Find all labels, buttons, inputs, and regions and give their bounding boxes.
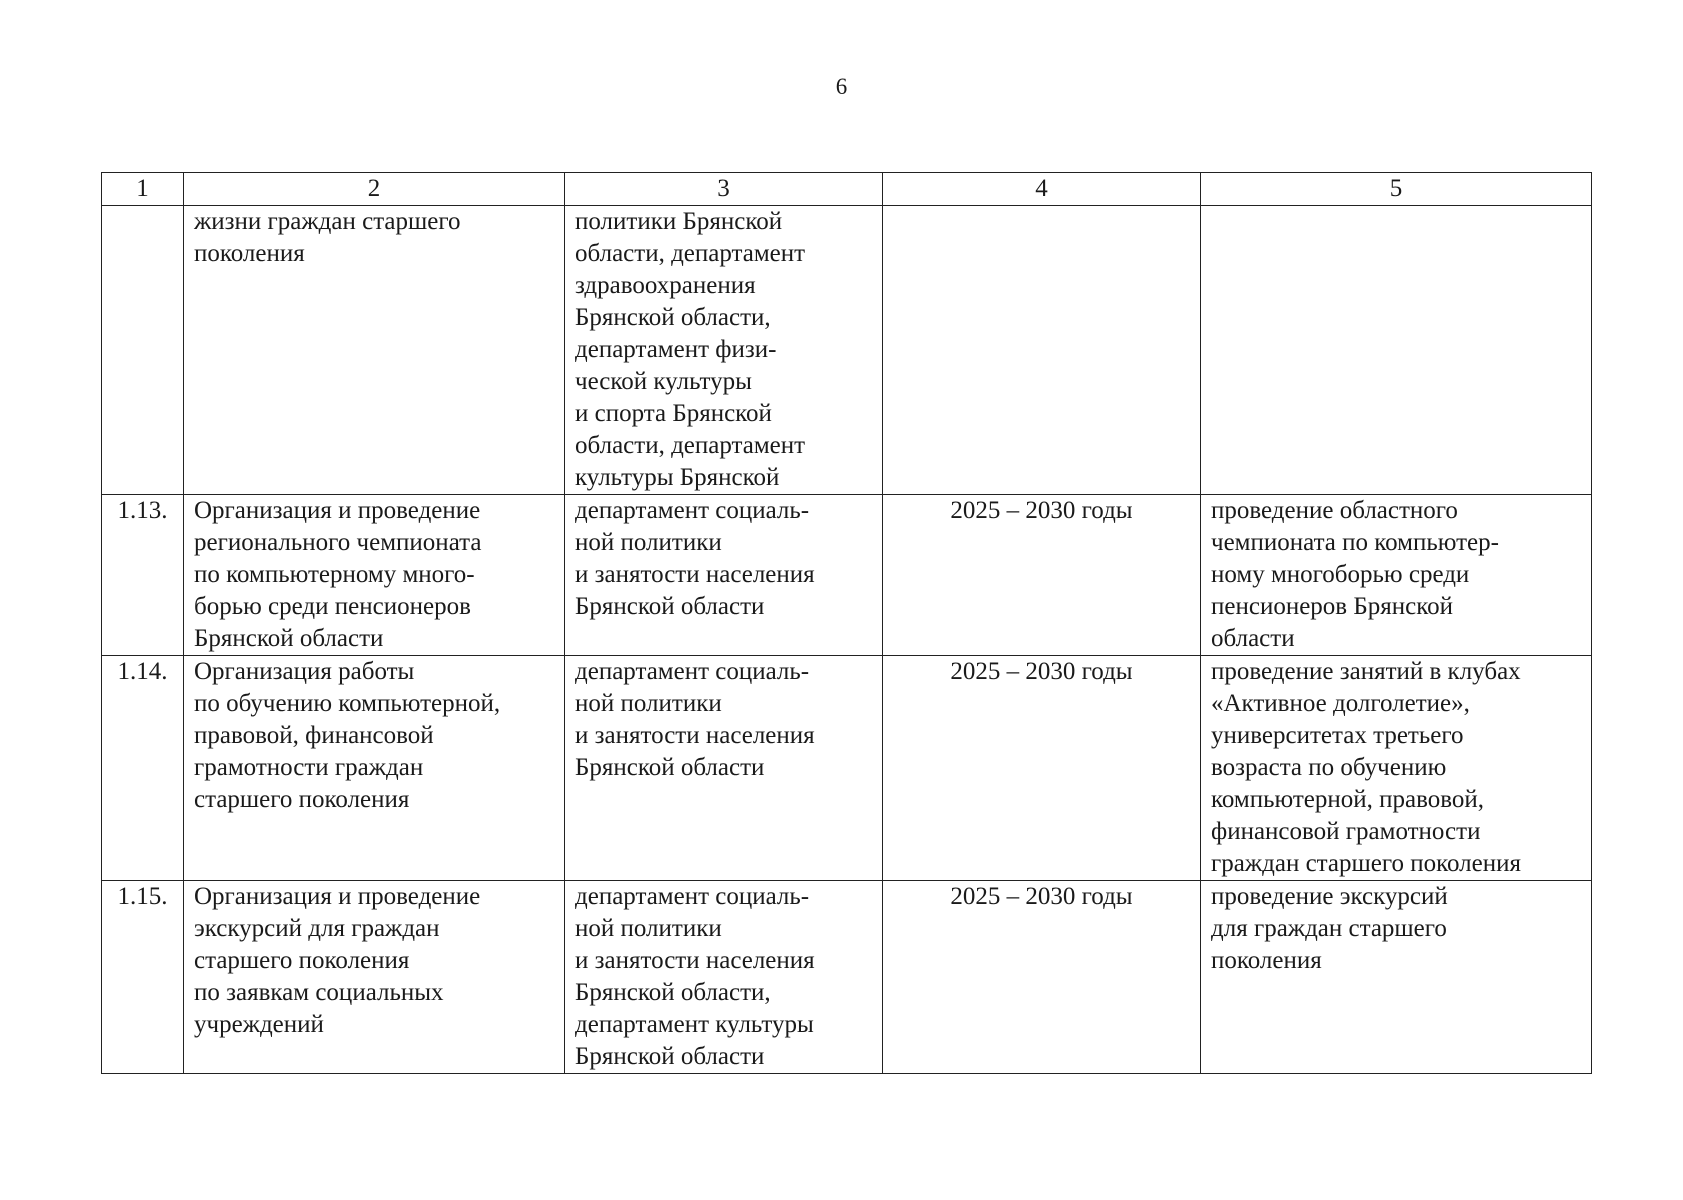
measure-name-cell bbox=[184, 206, 565, 495]
period-text: 2025 – 2030 годы bbox=[950, 883, 1133, 910]
executor-line: Брянской области, bbox=[575, 304, 771, 331]
column-number-row bbox=[102, 173, 1592, 206]
executor-line: политики Брянской bbox=[575, 208, 783, 235]
expected-result-line: компьютерной, правовой, bbox=[1211, 786, 1484, 813]
measure-name-line: по заявкам социальных bbox=[194, 979, 444, 1006]
expected-result-line: финансовой грамотности bbox=[1211, 818, 1481, 845]
expected-result-line: ному многоборью среди bbox=[1211, 561, 1470, 588]
measure-name-line: поколения bbox=[194, 240, 305, 267]
expected-result-cell bbox=[1201, 495, 1592, 656]
executor-line: культуры Брянской bbox=[575, 464, 780, 491]
measure-name-cell bbox=[184, 656, 565, 881]
measure-name-line: Брянской области bbox=[194, 625, 384, 652]
item-number: 1.14. bbox=[117, 658, 168, 685]
executor-line: департамент социаль- bbox=[575, 658, 810, 685]
period-cell bbox=[883, 495, 1201, 656]
column-number-4: 4 bbox=[883, 173, 1201, 206]
measures-table bbox=[101, 172, 1592, 1074]
expected-result-line: «Активное долголетие», bbox=[1211, 690, 1470, 717]
column-number-3: 3 bbox=[565, 173, 883, 206]
expected-result-line: для граждан старшего bbox=[1211, 915, 1447, 942]
expected-result-line: области bbox=[1211, 625, 1295, 652]
measure-name-line: по обучению компьютерной, bbox=[194, 690, 501, 717]
measure-name-line: грамотности граждан bbox=[194, 754, 424, 781]
column-number-1: 1 bbox=[102, 173, 184, 206]
expected-result-line: проведение экскурсий bbox=[1211, 883, 1448, 910]
executor-line: Брянской области bbox=[575, 754, 765, 781]
measure-name-line: Организация и проведение bbox=[194, 883, 481, 910]
table-row bbox=[102, 656, 1592, 881]
executor-line: ной политики bbox=[575, 690, 722, 717]
period-cell bbox=[883, 656, 1201, 881]
measure-name-line: Организация работы bbox=[194, 658, 415, 685]
table-row bbox=[102, 881, 1592, 1074]
executor-cell bbox=[565, 881, 883, 1074]
page-number: 6 bbox=[835, 74, 848, 99]
executor-line: Брянской области bbox=[575, 1043, 765, 1070]
expected-result-line: проведение занятий в клубах bbox=[1211, 658, 1521, 685]
period-text: 2025 – 2030 годы bbox=[950, 497, 1133, 524]
expected-result-line: университетах третьего bbox=[1211, 722, 1464, 749]
expected-result-cell bbox=[1201, 656, 1592, 881]
executor-line: ной политики bbox=[575, 915, 722, 942]
executor-cell bbox=[565, 206, 883, 495]
expected-result-line: чемпионата по компьютер- bbox=[1211, 529, 1499, 556]
executor-line: области, департамент bbox=[575, 240, 806, 267]
executor-line: здравоохранения bbox=[575, 272, 756, 299]
period-cell bbox=[883, 881, 1201, 1074]
executor-line: области, департамент bbox=[575, 432, 806, 459]
expected-result-cell bbox=[1201, 206, 1592, 495]
executor-line: департамент социаль- bbox=[575, 497, 810, 524]
executor-line: и спорта Брянской bbox=[575, 400, 772, 427]
expected-result-cell bbox=[1201, 881, 1592, 1074]
item-number: 1.13. bbox=[117, 497, 168, 524]
executor-cell bbox=[565, 495, 883, 656]
period-cell bbox=[883, 206, 1201, 495]
table-row bbox=[102, 495, 1592, 656]
item-number-cell bbox=[102, 881, 184, 1074]
table-row bbox=[102, 206, 1592, 495]
measure-name-line: борью среди пенсионеров bbox=[194, 593, 471, 620]
executor-line: и занятости населения bbox=[575, 561, 815, 588]
measure-name-cell bbox=[184, 881, 565, 1074]
executor-cell bbox=[565, 656, 883, 881]
expected-result-line: граждан старшего поколения bbox=[1211, 850, 1521, 877]
column-number-2: 2 bbox=[184, 173, 565, 206]
column-number-5: 5 bbox=[1201, 173, 1592, 206]
measure-name-cell bbox=[184, 495, 565, 656]
measure-name-line: регионального чемпионата bbox=[194, 529, 482, 556]
executor-line: и занятости населения bbox=[575, 947, 815, 974]
executor-line: Брянской области, bbox=[575, 979, 771, 1006]
executor-line: ческой культуры bbox=[575, 368, 752, 395]
measure-name-line: правовой, финансовой bbox=[194, 722, 434, 749]
expected-result-line: пенсионеров Брянской bbox=[1211, 593, 1453, 620]
measure-name-line: жизни граждан старшего bbox=[194, 208, 461, 235]
measure-name-line: учреждений bbox=[194, 1011, 324, 1038]
executor-line: департамент физи- bbox=[575, 336, 777, 363]
expected-result-line: проведение областного bbox=[1211, 497, 1458, 524]
executor-line: и занятости населения bbox=[575, 722, 815, 749]
expected-result-line: поколения bbox=[1211, 947, 1322, 974]
measure-name-line: экскурсий для граждан bbox=[194, 915, 440, 942]
measure-name-line: Организация и проведение bbox=[194, 497, 481, 524]
measure-name-line: по компьютерному много- bbox=[194, 561, 475, 588]
item-number-cell bbox=[102, 656, 184, 881]
expected-result-line: возраста по обучению bbox=[1211, 754, 1447, 781]
executor-line: департамент культуры bbox=[575, 1011, 814, 1038]
table-body bbox=[102, 206, 1592, 1074]
measure-name-line: старшего поколения bbox=[194, 947, 410, 974]
period-text: 2025 – 2030 годы bbox=[950, 658, 1133, 685]
executor-line: ной политики bbox=[575, 529, 722, 556]
item-number: 1.15. bbox=[117, 883, 168, 910]
executor-line: Брянской области bbox=[575, 593, 765, 620]
item-number-cell bbox=[102, 206, 184, 495]
measure-name-line: старшего поколения bbox=[194, 786, 410, 813]
executor-line: департамент социаль- bbox=[575, 883, 810, 910]
item-number-cell bbox=[102, 495, 184, 656]
